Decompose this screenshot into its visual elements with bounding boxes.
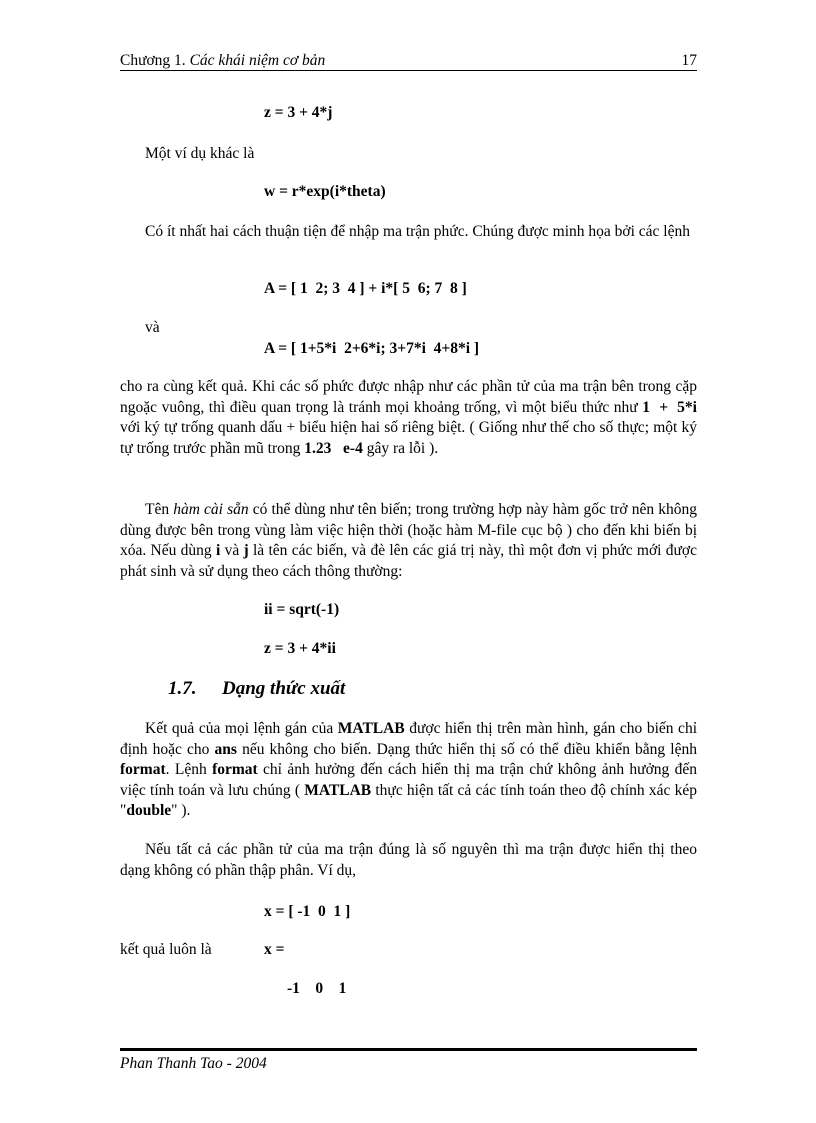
code-x-equals: x = [264, 941, 285, 958]
inline-code-1-plus-5i: 1 + 5*i [642, 398, 697, 416]
paragraph-and: và [145, 319, 160, 336]
paragraph-builtin-functions: Tên hàm cài sẵn có thể dùng như tên biến; trong trường hợp này hàm gốc trở nên không dùng được bên trong vùng làm việc hiện thời (hoặc hàm M-file cục bộ ) cho đến khi biến bị xóa. Nếu dùng i và j là tên các biến, và đè lên các giá trị này, thì một đơn vị phức mới được phát sinh và sử dụng theo cách thông thường: [120, 501, 697, 580]
paragraph-complex-matrix: Có ít nhất hai cách thuận tiện để nhập ma trận phức. Chúng được minh họa bởi các lệnh [145, 223, 690, 240]
paragraph-output-format: Kết quả của mọi lệnh gán của MATLAB được hiển thị trên màn hình, gán cho biến chỉ định hoặc cho ans nếu không cho biến. Dạng thức hiển thị số có thể điều khiển bằng lệnh format. Lệnh format chỉ ảnh hưởng đến cách hiển thị ma trận chứ không ảnh hưởng đến việc tính toán và lưu chúng ( MATLAB thực hiện tất cả các tính toán theo độ chính xác kép "double" ). [120, 720, 697, 819]
code-matrix-a2: A = [ 1+5*i 2+6*i; 3+7*i 4+8*i ] [264, 340, 480, 357]
paragraph-integer-display: Nếu tất cả các phần tử của ma trận đúng là số nguyên thì ma trận được hiển thị theo dạng không có phần thập phân. Ví dụ, [120, 841, 697, 879]
code-z-j: z = 3 + 4*j [264, 104, 333, 121]
chapter-prefix: Chương 1. [120, 52, 190, 69]
section-number: 1.7. [168, 678, 197, 699]
page-number: 17 [681, 52, 697, 69]
code-x-output: -1 0 1 [287, 980, 347, 997]
paragraph-same-result: cho ra cùng kết quả. Khi các số phức được nhập như các phần tử của ma trận bên trong cặp ngoặc vuông, thì điều quan trọng là tránh mọi khoảng trống, vì một biểu thức như 1 + 5*i với ký tự trống quanh dấu + biểu hiện hai số riêng biệt. ( Giống như thế cho số thực; một ký tự trống trước phần mũ trong 1.23 e-4 gây ra lỗi ). [120, 378, 697, 457]
code-ii-sqrt: ii = sqrt(-1) [264, 601, 340, 618]
inline-var-j: j [243, 542, 249, 559]
header-rule [120, 70, 697, 71]
code-x-vector: x = [ -1 0 1 ] [264, 903, 351, 920]
footer-rule [120, 1048, 697, 1051]
inline-code-exponent: 1.23 e-4 [304, 439, 363, 457]
paragraph-another-example: Một ví dụ khác là [145, 145, 255, 162]
section-title: Dạng thức xuất [222, 678, 346, 699]
footer-author: Phan Thanh Tao - 2004 [120, 1055, 267, 1072]
running-header [120, 52, 697, 70]
code-w-exp: w = r*exp(i*theta) [264, 183, 386, 200]
inline-term-builtin: hàm cài sẵn [173, 501, 249, 518]
inline-var-i: i [215, 542, 221, 559]
code-matrix-a1: A = [ 1 2; 3 4 ] + i*[ 5 6; 7 8 ] [264, 280, 467, 297]
text-result-always: kết quả luôn là [120, 941, 212, 958]
code-z-ii: z = 3 + 4*ii [264, 640, 336, 657]
chapter-title: Các khái niệm cơ bản [189, 52, 326, 69]
